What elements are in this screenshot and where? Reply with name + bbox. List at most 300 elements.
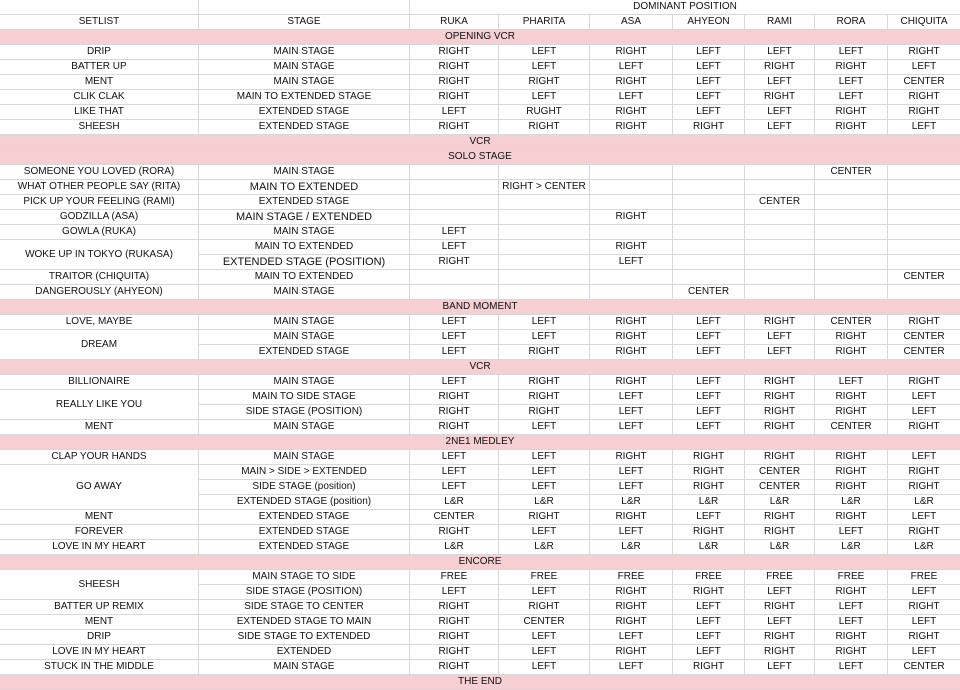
position-cell-pharita: RIGHT — [499, 375, 590, 390]
position-cell-ahyeon — [673, 180, 745, 195]
position-cell-rora: LEFT — [815, 660, 888, 675]
position-cell-ruka: RIGHT — [410, 390, 499, 405]
position-cell-rami — [745, 240, 815, 255]
position-cell-asa: RIGHT — [590, 510, 673, 525]
position-cell-asa: RIGHT — [590, 600, 673, 615]
position-cell-pharita: LEFT — [499, 645, 590, 660]
song-name: DRIP — [0, 630, 199, 645]
stage-cell: EXTENDED STAGE — [199, 345, 410, 360]
position-cell-ahyeon: LEFT — [673, 375, 745, 390]
stage-cell: SIDE STAGE TO CENTER — [199, 600, 410, 615]
position-cell-chiquita: RIGHT — [888, 525, 960, 540]
position-cell-rami: CENTER — [745, 465, 815, 480]
position-cell-chiquita: L&R — [888, 540, 960, 555]
stage-cell: EXTENDED — [199, 645, 410, 660]
position-cell-rami: RIGHT — [745, 375, 815, 390]
position-cell-rami: FREE — [745, 570, 815, 585]
position-cell-asa — [590, 180, 673, 195]
section-header: THE END — [0, 675, 960, 690]
position-cell-pharita — [499, 210, 590, 225]
position-cell-ruka: LEFT — [410, 225, 499, 240]
song-name: PICK UP YOUR FEELING (RAMI) — [0, 195, 199, 210]
position-cell-rami: LEFT — [745, 660, 815, 675]
position-cell-rora — [815, 255, 888, 270]
position-cell-rami: RIGHT — [745, 450, 815, 465]
position-cell-ahyeon — [673, 270, 745, 285]
stage-cell: MAIN > SIDE > EXTENDED — [199, 465, 410, 480]
position-cell-chiquita: RIGHT — [888, 630, 960, 645]
position-cell-rora: L&R — [815, 540, 888, 555]
song-name: MENT — [0, 420, 199, 435]
position-cell-rora: LEFT — [815, 75, 888, 90]
position-cell-ruka: LEFT — [410, 450, 499, 465]
position-cell-pharita: RUGHT — [499, 105, 590, 120]
position-cell-ruka: LEFT — [410, 105, 499, 120]
position-cell-chiquita — [888, 285, 960, 300]
position-cell-asa: LEFT — [590, 60, 673, 75]
position-cell-asa: RIGHT — [590, 585, 673, 600]
position-cell-asa: RIGHT — [590, 210, 673, 225]
position-cell-pharita: LEFT — [499, 330, 590, 345]
position-cell-pharita: RIGHT — [499, 120, 590, 135]
position-cell-asa — [590, 195, 673, 210]
position-cell-pharita: L&R — [499, 540, 590, 555]
position-cell-asa: LEFT — [590, 405, 673, 420]
position-cell-pharita: RIGHT — [499, 510, 590, 525]
position-cell-ruka: LEFT — [410, 315, 499, 330]
position-cell-pharita: RIGHT — [499, 345, 590, 360]
position-cell-chiquita — [888, 165, 960, 180]
position-cell-ruka: RIGHT — [410, 600, 499, 615]
position-cell-ruka: LEFT — [410, 240, 499, 255]
position-cell-rora: RIGHT — [815, 120, 888, 135]
position-cell-ahyeon — [673, 195, 745, 210]
position-cell-ruka: RIGHT — [410, 90, 499, 105]
stage-cell: EXTENDED STAGE TO MAIN — [199, 615, 410, 630]
position-cell-rora: RIGHT — [815, 465, 888, 480]
stage-cell: MAIN TO EXTENDED — [199, 240, 410, 255]
position-cell-pharita — [499, 285, 590, 300]
position-cell-pharita: LEFT — [499, 45, 590, 60]
position-cell-ruka: RIGHT — [410, 120, 499, 135]
position-cell-rami: L&R — [745, 540, 815, 555]
section-header: BAND MOMENT — [0, 300, 960, 315]
position-cell-ruka: LEFT — [410, 330, 499, 345]
setlist-column-header: SETLIST — [0, 15, 199, 30]
position-cell-ruka: RIGHT — [410, 60, 499, 75]
song-name: BATTER UP — [0, 60, 199, 75]
position-cell-rami: RIGHT — [745, 600, 815, 615]
position-cell-pharita — [499, 165, 590, 180]
stage-cell: EXTENDED STAGE — [199, 510, 410, 525]
stage-column-header: STAGE — [199, 15, 410, 30]
section-header: 2NE1 MEDLEY — [0, 435, 960, 450]
song-name: WHAT OTHER PEOPLE SAY (RITA) — [0, 180, 199, 195]
position-cell-pharita: RIGHT — [499, 390, 590, 405]
member-column-header-asa: ASA — [590, 15, 673, 30]
position-cell-rora: LEFT — [815, 375, 888, 390]
position-cell-ahyeon: RIGHT — [673, 660, 745, 675]
position-cell-ahyeon: LEFT — [673, 315, 745, 330]
position-cell-rora: RIGHT — [815, 405, 888, 420]
section-header: OPENING VCR — [0, 30, 960, 45]
position-cell-rora: RIGHT — [815, 630, 888, 645]
position-cell-rami: RIGHT — [745, 405, 815, 420]
position-cell-chiquita: RIGHT — [888, 465, 960, 480]
position-cell-ahyeon: LEFT — [673, 90, 745, 105]
position-cell-ruka: FREE — [410, 570, 499, 585]
position-cell-chiquita: LEFT — [888, 450, 960, 465]
position-cell-chiquita — [888, 240, 960, 255]
position-cell-ahyeon: RIGHT — [673, 465, 745, 480]
stage-cell: EXTENDED STAGE — [199, 105, 410, 120]
position-cell-asa: RIGHT — [590, 375, 673, 390]
position-cell-ruka: RIGHT — [410, 45, 499, 60]
position-cell-rora: CENTER — [815, 420, 888, 435]
position-cell-chiquita — [888, 195, 960, 210]
position-cell-pharita: LEFT — [499, 60, 590, 75]
stage-cell: MAIN STAGE / EXTENDED — [199, 210, 410, 225]
position-cell-rora: RIGHT — [815, 60, 888, 75]
position-cell-rora — [815, 180, 888, 195]
song-name: DANGEROUSLY (AHYEON) — [0, 285, 199, 300]
position-cell-rami: RIGHT — [745, 510, 815, 525]
position-cell-ruka — [410, 285, 499, 300]
position-cell-chiquita: LEFT — [888, 645, 960, 660]
position-cell-rora: RIGHT — [815, 390, 888, 405]
stage-cell: MAIN STAGE — [199, 315, 410, 330]
position-cell-asa — [590, 270, 673, 285]
section-header: VCR — [0, 135, 960, 150]
position-cell-rami: RIGHT — [745, 420, 815, 435]
position-cell-ahyeon: LEFT — [673, 105, 745, 120]
song-name: BILLIONAIRE — [0, 375, 199, 390]
position-cell-chiquita: CENTER — [888, 75, 960, 90]
position-cell-asa: LEFT — [590, 660, 673, 675]
position-cell-asa: RIGHT — [590, 105, 673, 120]
position-cell-rora: RIGHT — [815, 585, 888, 600]
position-cell-ahyeon: RIGHT — [673, 450, 745, 465]
stage-cell: MAIN STAGE — [199, 660, 410, 675]
position-cell-rora — [815, 195, 888, 210]
stage-cell: MAIN STAGE — [199, 165, 410, 180]
position-cell-asa: L&R — [590, 495, 673, 510]
song-name: TRAITOR (CHIQUITA) — [0, 270, 199, 285]
position-cell-ahyeon — [673, 240, 745, 255]
stage-cell: EXTENDED STAGE — [199, 195, 410, 210]
stage-cell: MAIN STAGE — [199, 45, 410, 60]
stage-cell: SIDE STAGE (POSITION) — [199, 585, 410, 600]
position-cell-ahyeon: LEFT — [673, 405, 745, 420]
position-cell-ahyeon — [673, 225, 745, 240]
song-name: GODZILLA (ASA) — [0, 210, 199, 225]
position-cell-asa: LEFT — [590, 630, 673, 645]
position-cell-rora: RIGHT — [815, 450, 888, 465]
position-cell-chiquita — [888, 255, 960, 270]
position-cell-rami: RIGHT — [745, 645, 815, 660]
corner-blank-cell — [0, 0, 199, 15]
position-cell-chiquita: RIGHT — [888, 45, 960, 60]
position-cell-chiquita: RIGHT — [888, 105, 960, 120]
position-cell-ahyeon: LEFT — [673, 645, 745, 660]
position-cell-ahyeon: FREE — [673, 570, 745, 585]
position-cell-rami — [745, 255, 815, 270]
position-cell-asa: RIGHT — [590, 120, 673, 135]
position-cell-pharita: LEFT — [499, 660, 590, 675]
stage-cell: EXTENDED STAGE — [199, 525, 410, 540]
position-cell-pharita: LEFT — [499, 525, 590, 540]
position-cell-rami: CENTER — [745, 195, 815, 210]
position-cell-rora: LEFT — [815, 615, 888, 630]
position-cell-asa: RIGHT — [590, 315, 673, 330]
position-cell-pharita: LEFT — [499, 315, 590, 330]
position-cell-asa — [590, 225, 673, 240]
position-cell-chiquita: CENTER — [888, 270, 960, 285]
position-cell-rora: RIGHT — [815, 510, 888, 525]
stage-cell: MAIN TO EXTENDED — [199, 270, 410, 285]
position-cell-ruka: RIGHT — [410, 405, 499, 420]
stage-cell: SIDE STAGE TO EXTENDED — [199, 630, 410, 645]
position-cell-rami: LEFT — [745, 45, 815, 60]
song-name: CLAP YOUR HANDS — [0, 450, 199, 465]
position-cell-ahyeon: L&R — [673, 495, 745, 510]
stage-cell: EXTENDED STAGE (POSITION) — [199, 255, 410, 270]
stage-cell: MAIN STAGE — [199, 225, 410, 240]
position-cell-asa: LEFT — [590, 465, 673, 480]
position-cell-pharita: LEFT — [499, 450, 590, 465]
position-cell-rami: LEFT — [745, 105, 815, 120]
position-cell-rami: RIGHT — [745, 90, 815, 105]
position-cell-asa — [590, 165, 673, 180]
song-name: MENT — [0, 510, 199, 525]
position-cell-asa: LEFT — [590, 90, 673, 105]
position-cell-ahyeon: LEFT — [673, 630, 745, 645]
position-cell-chiquita: LEFT — [888, 510, 960, 525]
position-cell-rora — [815, 225, 888, 240]
position-cell-chiquita: L&R — [888, 495, 960, 510]
position-cell-chiquita: CENTER — [888, 660, 960, 675]
position-cell-rami — [745, 225, 815, 240]
member-column-header-ahyeon: AHYEON — [673, 15, 745, 30]
stage-cell: MAIN STAGE — [199, 330, 410, 345]
position-cell-ruka — [410, 210, 499, 225]
position-cell-ahyeon: LEFT — [673, 330, 745, 345]
position-cell-rami: LEFT — [745, 345, 815, 360]
position-cell-chiquita: CENTER — [888, 345, 960, 360]
position-cell-ahyeon — [673, 210, 745, 225]
position-cell-asa: RIGHT — [590, 450, 673, 465]
member-column-header-ruka: RUKA — [410, 15, 499, 30]
position-cell-chiquita: LEFT — [888, 120, 960, 135]
position-cell-rora: CENTER — [815, 315, 888, 330]
position-cell-pharita: FREE — [499, 570, 590, 585]
position-cell-rami: LEFT — [745, 330, 815, 345]
section-header: SOLO STAGE — [0, 150, 960, 165]
position-cell-ruka: RIGHT — [410, 615, 499, 630]
position-cell-rami: RIGHT — [745, 525, 815, 540]
position-cell-pharita: RIGHT — [499, 75, 590, 90]
position-cell-chiquita: RIGHT — [888, 90, 960, 105]
stage-cell: MAIN TO EXTENDED STAGE — [199, 90, 410, 105]
position-cell-rami — [745, 210, 815, 225]
position-cell-ruka: RIGHT — [410, 75, 499, 90]
stage-cell: MAIN TO SIDE STAGE — [199, 390, 410, 405]
song-name: LOVE, MAYBE — [0, 315, 199, 330]
position-cell-pharita: RIGHT — [499, 600, 590, 615]
position-cell-pharita: RIGHT — [499, 405, 590, 420]
position-cell-pharita: LEFT — [499, 480, 590, 495]
position-cell-ruka: RIGHT — [410, 255, 499, 270]
position-cell-rami: RIGHT — [745, 630, 815, 645]
position-cell-rami: RIGHT — [745, 60, 815, 75]
member-column-header-rora: RORA — [815, 15, 888, 30]
position-cell-asa: FREE — [590, 570, 673, 585]
stage-cell: MAIN STAGE — [199, 450, 410, 465]
position-cell-pharita: RIGHT > CENTER — [499, 180, 590, 195]
member-column-header-rami: RAMI — [745, 15, 815, 30]
position-cell-rami — [745, 270, 815, 285]
position-cell-rora: RIGHT — [815, 345, 888, 360]
position-cell-rora — [815, 210, 888, 225]
position-cell-pharita: LEFT — [499, 585, 590, 600]
stage-cell: EXTENDED STAGE (position) — [199, 495, 410, 510]
position-cell-rora — [815, 285, 888, 300]
position-cell-rora — [815, 240, 888, 255]
position-cell-rami: LEFT — [745, 615, 815, 630]
stage-cell: SIDE STAGE (POSITION) — [199, 405, 410, 420]
stage-cell: EXTENDED STAGE — [199, 120, 410, 135]
position-cell-rora: RIGHT — [815, 105, 888, 120]
position-cell-chiquita — [888, 210, 960, 225]
position-cell-pharita — [499, 255, 590, 270]
position-cell-asa: RIGHT — [590, 345, 673, 360]
position-cell-rami — [745, 180, 815, 195]
position-cell-ahyeon: CENTER — [673, 285, 745, 300]
song-name: LOVE IN MY HEART — [0, 540, 199, 555]
position-cell-ruka: LEFT — [410, 465, 499, 480]
stage-cell: MAIN STAGE — [199, 60, 410, 75]
position-cell-pharita: LEFT — [499, 465, 590, 480]
song-name: DREAM — [0, 330, 199, 360]
position-cell-rora: LEFT — [815, 525, 888, 540]
position-cell-pharita — [499, 270, 590, 285]
stage-cell: MAIN STAGE — [199, 285, 410, 300]
position-cell-rora: L&R — [815, 495, 888, 510]
position-cell-chiquita — [888, 180, 960, 195]
position-cell-rami: L&R — [745, 495, 815, 510]
position-cell-ruka: L&R — [410, 540, 499, 555]
position-cell-ruka: RIGHT — [410, 645, 499, 660]
position-cell-ahyeon: LEFT — [673, 615, 745, 630]
position-cell-asa: RIGHT — [590, 240, 673, 255]
position-cell-asa: RIGHT — [590, 330, 673, 345]
position-cell-chiquita: LEFT — [888, 615, 960, 630]
member-column-header-pharita: PHARITA — [499, 15, 590, 30]
position-cell-asa: RIGHT — [590, 645, 673, 660]
position-cell-rami — [745, 165, 815, 180]
position-cell-asa: RIGHT — [590, 45, 673, 60]
song-name: WOKE UP IN TOKYO (RUKASA) — [0, 240, 199, 270]
position-cell-pharita: LEFT — [499, 420, 590, 435]
position-cell-asa: RIGHT — [590, 75, 673, 90]
position-cell-ahyeon: LEFT — [673, 60, 745, 75]
position-cell-rora — [815, 270, 888, 285]
position-cell-asa: LEFT — [590, 255, 673, 270]
stage-cell: SIDE STAGE (position) — [199, 480, 410, 495]
position-cell-ruka — [410, 270, 499, 285]
position-cell-ruka — [410, 165, 499, 180]
position-cell-asa: LEFT — [590, 420, 673, 435]
member-column-header-chiquita: CHIQUITA — [888, 15, 960, 30]
song-name: CLIK CLAK — [0, 90, 199, 105]
song-name: DRIP — [0, 45, 199, 60]
position-cell-ahyeon: L&R — [673, 540, 745, 555]
position-cell-ruka: RIGHT — [410, 525, 499, 540]
position-cell-pharita: L&R — [499, 495, 590, 510]
position-cell-pharita: LEFT — [499, 90, 590, 105]
stage-cell: MAIN STAGE — [199, 420, 410, 435]
position-cell-rora: RIGHT — [815, 645, 888, 660]
position-cell-rami: CENTER — [745, 480, 815, 495]
stage-cell: MAIN STAGE — [199, 75, 410, 90]
position-cell-rami: RIGHT — [745, 390, 815, 405]
header-blank-cell — [199, 0, 410, 15]
song-name: GO AWAY — [0, 465, 199, 510]
position-cell-asa: LEFT — [590, 390, 673, 405]
position-cell-rora: LEFT — [815, 45, 888, 60]
position-cell-rami: LEFT — [745, 75, 815, 90]
position-cell-ruka: RIGHT — [410, 420, 499, 435]
position-cell-ruka: LEFT — [410, 585, 499, 600]
position-cell-rora: LEFT — [815, 600, 888, 615]
position-cell-ahyeon: LEFT — [673, 75, 745, 90]
stage-cell: MAIN STAGE TO SIDE — [199, 570, 410, 585]
position-cell-rami: LEFT — [745, 585, 815, 600]
position-cell-ruka: L&R — [410, 495, 499, 510]
position-cell-chiquita: FREE — [888, 570, 960, 585]
position-cell-ruka: RIGHT — [410, 660, 499, 675]
position-cell-ruka: RIGHT — [410, 630, 499, 645]
position-cell-ahyeon: LEFT — [673, 390, 745, 405]
position-cell-chiquita: RIGHT — [888, 420, 960, 435]
song-name: SHEESH — [0, 120, 199, 135]
position-cell-rora: RIGHT — [815, 330, 888, 345]
position-cell-asa: RIGHT — [590, 615, 673, 630]
position-cell-ruka: CENTER — [410, 510, 499, 525]
section-header: ENCORE — [0, 555, 960, 570]
position-cell-ahyeon — [673, 165, 745, 180]
position-cell-ruka: LEFT — [410, 345, 499, 360]
song-name: REALLY LIKE YOU — [0, 390, 199, 420]
position-cell-ahyeon — [673, 255, 745, 270]
position-cell-ahyeon: RIGHT — [673, 480, 745, 495]
position-cell-pharita: LEFT — [499, 630, 590, 645]
position-cell-ahyeon: RIGHT — [673, 525, 745, 540]
position-cell-ruka — [410, 195, 499, 210]
position-cell-ahyeon: LEFT — [673, 45, 745, 60]
position-cell-rami — [745, 285, 815, 300]
position-cell-asa: LEFT — [590, 525, 673, 540]
position-cell-ahyeon: LEFT — [673, 345, 745, 360]
position-cell-ahyeon: LEFT — [673, 510, 745, 525]
position-cell-chiquita: RIGHT — [888, 480, 960, 495]
position-cell-ahyeon: LEFT — [673, 420, 745, 435]
position-cell-pharita — [499, 240, 590, 255]
position-cell-pharita — [499, 225, 590, 240]
song-name: MENT — [0, 615, 199, 630]
song-name: LOVE IN MY HEART — [0, 645, 199, 660]
section-header: VCR — [0, 360, 960, 375]
